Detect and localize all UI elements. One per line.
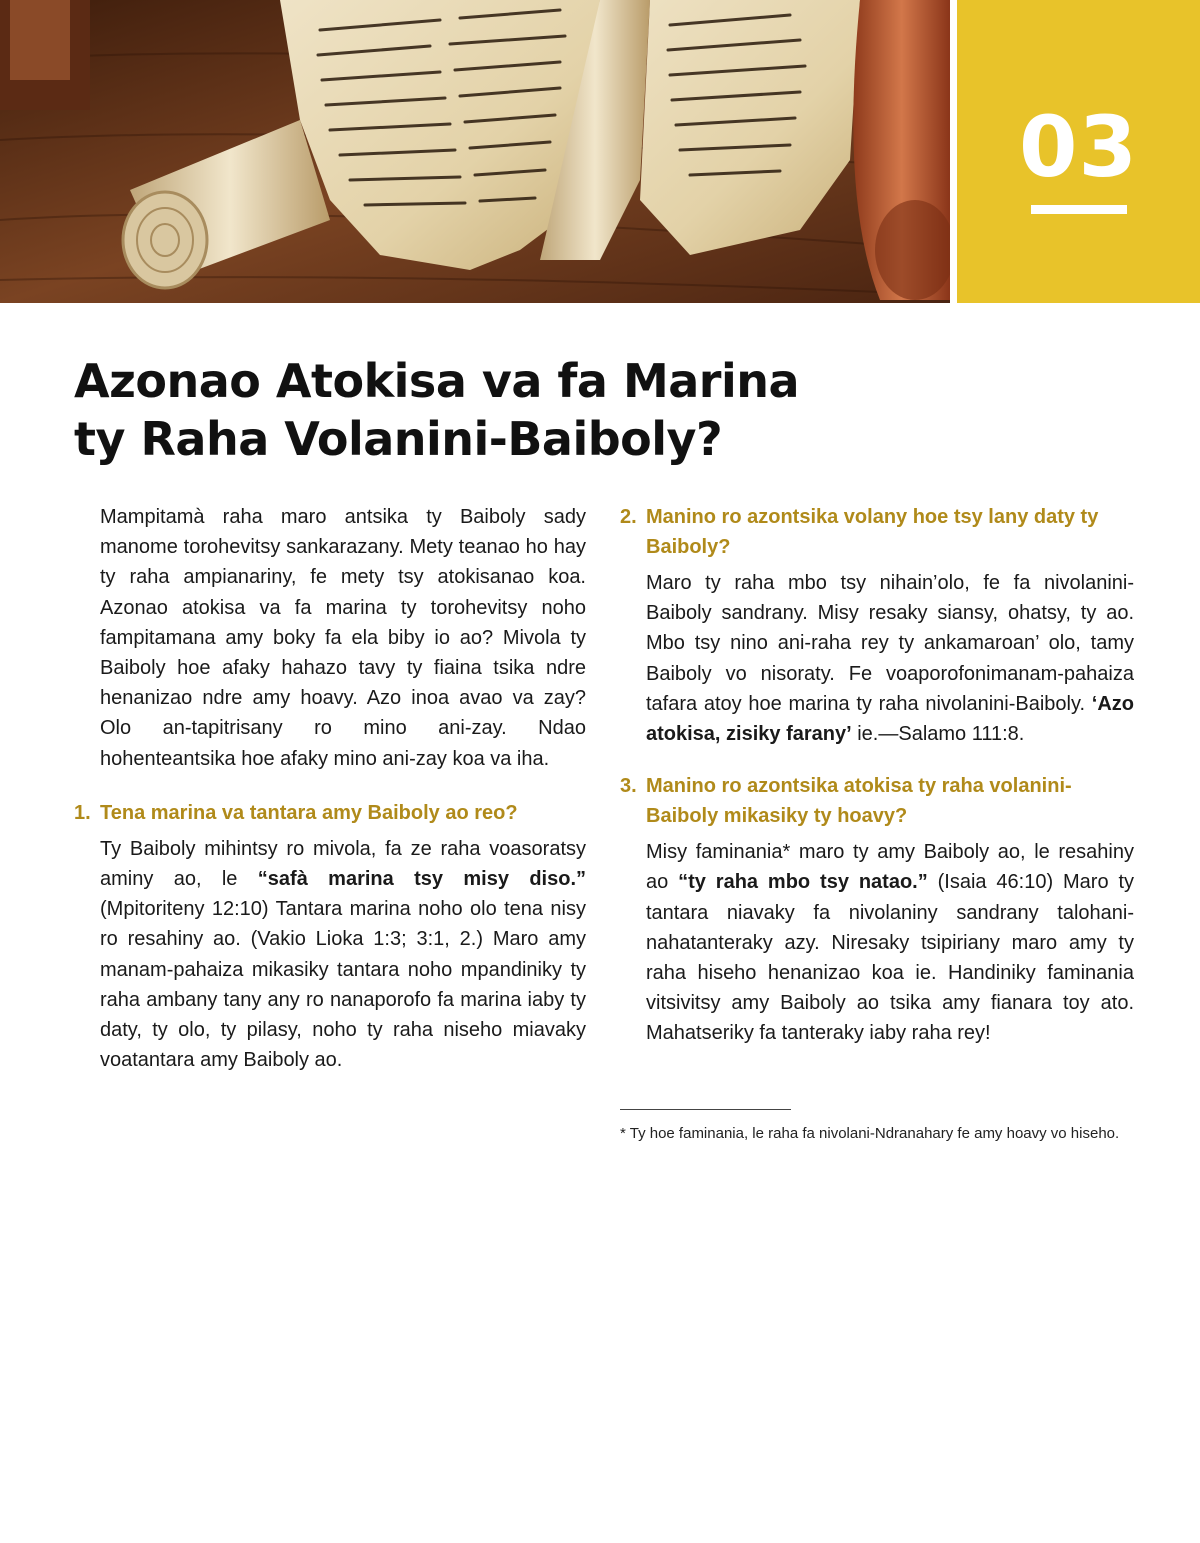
page-title <box>74 352 894 468</box>
section-2-quote: ‘Azo atokisa, zisiky farany’ <box>646 692 1134 746</box>
section-1-quote: “safà marina tsy misy diso.” <box>257 868 586 891</box>
scroll-illustration <box>0 0 950 303</box>
chapter-underline <box>1031 205 1127 214</box>
left-column <box>74 502 586 1075</box>
section-1-number: 1. <box>74 801 91 824</box>
section-2-number: 2. <box>620 506 637 528</box>
section-3-text-after: (Isaia 46:10) Maro ty tantara niavaky fa nivolaniny sandrany talohani-nahatanteraky azy. Niresaky tsipiriany maro amy ty raha hiseho henanizao koa ie. Handiniky faminania vitsivitsy amy Baiboly ao tsika amy fianara toy ato. Mahatseriky fa tanteraky iaby raha rey! <box>646 871 1135 1045</box>
section-2-question-text: Manino ro azontsika volany hoe tsy lany daty ty Baiboly? <box>646 506 1099 558</box>
chapter-number: 03 <box>1019 98 1138 196</box>
chapter-badge <box>957 0 1200 303</box>
section-1-question <box>74 798 586 828</box>
intro-paragraph: Mampitamà raha maro antsika ty Baiboly sady manome torohevitsy sankarazany. Mety teanao ho hay ty raha ampianariny, fe mety tsy atokisanao koa. Azonao atokisa va fa marina ty torohevitsy noho fampitamana amy boky fa ela biby io ao? Mivola ty Baiboly hoe afaky hahazo tavy ty fiaina tsika ndre henanizao ndre amy hoavy. Azo inoa avao va zay? Olo an-tapitrisany ro mino ani-zay. Ndao hohenteantsika hoe afaky mino ani-zay koa va iha. <box>100 506 586 770</box>
page-title-line1: Azonao Atokisa va fa Marina <box>74 354 800 408</box>
section-2-answer <box>646 568 1134 749</box>
page-title-line2: ty Raha Volanini-Baiboly? <box>74 412 723 466</box>
section-2-text-after: ie.—Salamo 111:8. <box>851 723 1025 746</box>
section-1-text-before: Ty Baiboly mihintsy ro mivola, fa ze raha voasoratsy aminy ao, le <box>100 837 586 891</box>
section-3-quote: “ty raha mbo tsy natao.” <box>678 871 928 894</box>
footnote: * Ty hoe faminania, le raha fa nivolani-Ndranahary fe amy hoavy vo hiseho. <box>620 1125 1120 1142</box>
section-3-text-before: Misy faminania* maro ty amy Baiboly ao, le resahiny ao <box>646 841 1134 894</box>
section-3-question <box>620 771 1134 831</box>
section-3-number: 3. <box>620 775 637 798</box>
section-2-text-before: Maro ty raha mbo tsy nihain’olo, fe fa nivolanini-Baiboly sandrany. Misy resaky siansy, ohatsy, ty ao. Mbo tsy nino ani-raha rey ty ankamaroan’ olo, tamy Baiboly vo nisoraty. Fe voaporofonimanam-pahaiza tafara atoy hoe marina ty raha nivolanini-Baiboly. <box>646 572 1134 715</box>
section-1-text-after: (Mpitoriteny 12:10) Tantara marina noho olo tena nisy ro resahiny ao. (Vakio Lioka 1:3; 3:1, 2.) Maro amy manam-pahaiza mikasiky tantara noho mpandiniky ty raha ambany tany any ro nanaporofo fa marina iaby ty daty, ty olo, ty pilasy, noho ty raha niseho miavaky voatantara amy Baiboly ao. <box>100 898 586 1072</box>
header-image <box>0 0 950 303</box>
footnote-divider <box>620 1109 791 1110</box>
section-1-question-text: Tena marina va tantara amy Baiboly ao reo? <box>100 801 518 824</box>
section-2-question <box>620 502 1134 562</box>
section-3-question-text: Manino ro azontsika atokisa ty raha volanini-Baiboly mikasiky ty hoavy? <box>646 775 1072 828</box>
section-3-answer <box>646 837 1134 1048</box>
section-1-answer <box>100 834 586 1076</box>
right-column <box>620 502 1134 1049</box>
